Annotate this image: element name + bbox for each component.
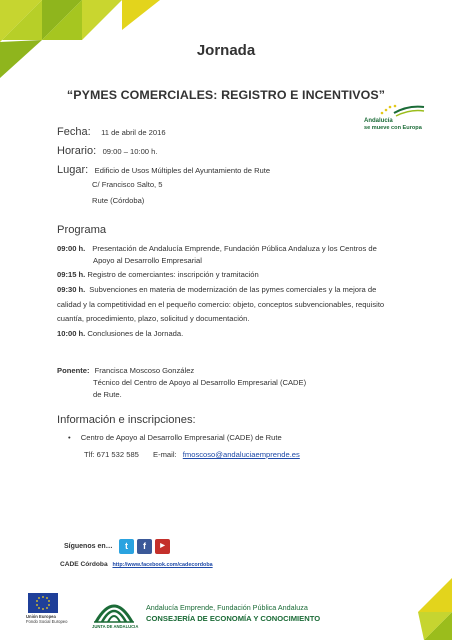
eu-flag-icon [28,593,58,613]
andalucia-stars-icon [364,104,426,118]
eu-caption-line2: Fondo Social Europeo [26,619,68,624]
facebook-icon[interactable]: f [137,539,152,554]
decorative-corner-bottom [402,578,452,640]
program-time: 09:30 h. [57,285,86,294]
program-text: Presentación de Andalucía Emprende, Fundación Pública Andaluza y los Centros de [92,244,377,253]
program-text: Conclusiones de la Jornada. [87,329,184,338]
document-title: Jornada [196,42,256,59]
program-text: Subvenciones en materia de modernización de las pymes comerciales y la mejora de [89,285,377,294]
fecha-value: 11 de abril de 2016 [101,128,166,137]
andalucia-europa-logo [364,104,426,134]
lugar-label: Lugar: [57,164,89,176]
cade-facebook-link[interactable]: http://www.facebook.com/cadecordoba [112,562,213,568]
document-subtitle: “PYMES COMERCIALES: REGISTRO E INCENTIVOS” [66,88,386,102]
ponente-role: Técnico del Centro de Apoyo al Desarrollo Empresarial (CADE) [93,378,307,387]
bullet-icon: • [68,433,71,442]
program-text: Registro de comerciantes: inscripción y tramitación [87,270,259,279]
logo-text-andalucia: Andalucía [364,118,393,124]
fecha-label: Fecha: [57,126,91,138]
email-link[interactable]: fmoscoso@andaluciaemprende.es [182,450,300,459]
ponente-place: de Rute. [93,390,122,399]
youtube-icon[interactable]: ▶ [155,539,170,554]
fecha-row [57,122,166,140]
horario-label: Horario: [57,145,97,157]
junta-andalucia-logo [92,592,139,632]
cade-row [60,561,213,568]
eu-caption-line1: Unión Europea [26,614,56,619]
program-item-1000 [57,328,402,340]
eu-caption [26,614,67,624]
twitter-icon[interactable]: t [119,539,134,554]
program-text: calidad y la competitividad en el pequeño comercio: objeto, conceptos subvencionables, requisito [57,299,385,309]
logo-text-europa: se mueve con Europa [364,125,422,131]
program-text: cuantía, procedimiento, plazo, solicitud y documentación. [57,314,250,323]
eu-stars-icon [28,593,58,613]
program-item-0900 [57,243,402,266]
ponente-name: Francisca Moscoso González [94,366,195,375]
cade-label: CADE Córdoba [60,561,108,568]
footer-consejeria-text: CONSEJERÍA DE ECONOMÍA Y CONOCIMIENTO [146,614,321,623]
horario-row [57,141,157,159]
lugar-line-1: Edificio de Usos Múltiples del Ayuntamiento de Rute [94,166,271,175]
ponente-row [57,365,194,377]
ponente-label: Ponente: [57,366,90,375]
horario-value: 09:00 – 10:00 h. [102,147,158,156]
contact-row [84,450,300,459]
junta-emblem-icon [92,592,136,624]
follow-label: Síguenos en… [64,543,113,550]
program-item-0930 [57,284,402,325]
lugar-line-2: C/ Francisco Salto, 5 [92,180,163,189]
info-bullet-text: Centro de Apoyo al Desarrollo Empresarial (CADE) de Rute [80,433,282,442]
footer-foundation-text: Andalucía Emprende, Fundación Pública Andaluza [146,603,308,612]
program-time: 10:00 h. [57,329,86,338]
lugar-line-3: Rute (Córdoba) [92,196,145,205]
info-heading: Información e inscripciones: [57,414,196,426]
junta-label: JUNTA DE ANDALUCIA [92,624,139,629]
programa-heading: Programa [57,224,107,236]
program-time: 09:00 h. [57,244,86,253]
program-text: Apoyo al Desarrollo Empresarial [93,255,202,265]
phone-text: Tlf: 671 532 585 [84,450,139,459]
lugar-row [57,160,270,178]
decorative-corner-top [0,0,160,80]
program-item-0915 [57,269,402,281]
program-time: 09:15 h. [57,270,86,279]
info-bullet-item [68,433,282,442]
email-label: E-mail: [153,450,177,459]
